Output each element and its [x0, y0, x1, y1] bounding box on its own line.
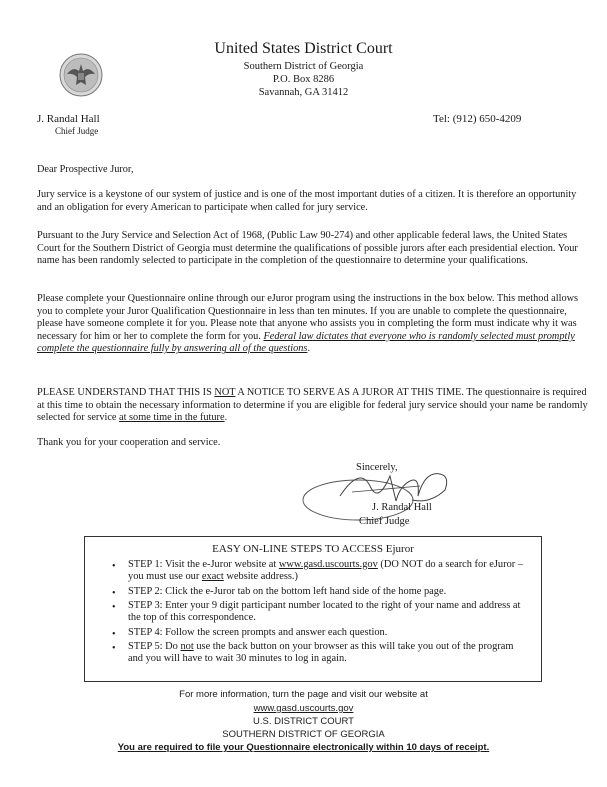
bullet-icon: •	[112, 643, 116, 654]
footer-more-info: For more information, turn the page and visit our website at	[179, 689, 428, 700]
step-4: STEP 4: Follow the screen prompts and answer each question.	[128, 627, 388, 638]
federal-law-emphasis: Federal law dictates that everyone who is randomly selected must promptly complete the questionnaire fully by answering all of the questions	[37, 330, 575, 355]
bullet-icon: •	[112, 602, 116, 613]
step-1-text-b: (DO NOT do a search for eJuror – you must use our	[128, 559, 524, 583]
bullet-icon: •	[112, 561, 116, 572]
step-1	[128, 559, 530, 584]
paragraph-4: PLEASE UNDERSTAND THAT THIS IS NOT A NOTICE TO SERVE AS A JUROR AT THIS TIME. The questionnaire is required at this time to obtain the necessary information to determine if you are eligible for federal jury service should your name be randomly selected for service at some time in the future.	[37, 387, 588, 424]
telephone: Tel: (912) 650-4209	[433, 113, 522, 125]
exact-emphasis: exact	[201, 571, 224, 583]
step-2: STEP 2: Click the e-Juror tab on the bottom left hand side of the home page.	[128, 586, 447, 597]
ejuror-website-link[interactable]: www.gasd.uscourts.gov	[278, 559, 378, 570]
judge-name: J. Randal Hall	[37, 113, 100, 125]
not-notice-text-b: A NOTICE TO SERVE AS A JUROR AT THIS TIME. The questionnaire is required at this time to obtain the necessary information to determine if you are eligible for federal jury service should your name be randomly selected for service	[37, 387, 588, 424]
salutation: Dear Prospective Juror,	[37, 164, 134, 175]
bullet-icon: •	[112, 588, 116, 599]
paragraph-2: Pursuant to the Jury Service and Selection Act of 1968, (Public Law 90-274) and other applicable federal laws, the United States Court for the Southern District of Georgia must determine the qualifications of possible jurors after each presidential election. Your name has been randomly selected to participate in the completion of the questionnaire to determine your qualifications.	[37, 230, 578, 267]
step-5-text-b: use the back button on your browser as this will take you out of the program and you will have to wait 30 minutes to log in again.	[128, 641, 514, 665]
steps-box-title: EASY ON-LINE STEPS TO ACCESS Ejuror	[212, 543, 414, 555]
filing-deadline-notice: You are required to file your Questionnaire electronically within 10 days of receipt.	[117, 742, 490, 753]
paragraph-1: Jury service is a keystone of our system of justice and is one of the most important duties of a citizen. It is therefore an opportunity and an obligation for every American to participate when called for jury service.	[37, 189, 577, 213]
step-1-text-c: website address.)	[223, 571, 298, 583]
paragraph-3-text: Please complete your Questionnaire online through our eJuror program using the instructions in the box below. This method allows you to complete your Juror Qualification Questionnaire in less than ten minutes. If you are unable to complete the questionnaire, please have someone complete it for you. Please note that anyone who assists you in completing the form must indicate why it was necessary for him or her to complete the form for you.	[37, 293, 579, 342]
footer-court: U.S. DISTRICT COURT	[253, 716, 354, 727]
step-5-text-a: STEP 5: Do	[128, 641, 181, 652]
paragraph-5: Thank you for your cooperation and service.	[37, 437, 221, 448]
footer-district: SOUTHERN DISTRICT OF GEORGIA	[222, 729, 385, 740]
footer-website-link[interactable]: www.gasd.uscourts.gov	[253, 703, 354, 714]
not-notice-text-a: PLEASE UNDERSTAND THAT THIS IS	[37, 387, 215, 398]
judge-title: Chief Judge	[55, 126, 99, 136]
court-po-box: P.O. Box 8286	[272, 74, 335, 85]
step-5	[128, 641, 530, 666]
future-emphasis: at some time in the future	[119, 412, 225, 424]
step-3: STEP 3: Enter your 9 digit participant number located to the right of your name and address at the top of this correspondence.	[128, 600, 521, 624]
court-city: Savannah, GA 31412	[258, 87, 349, 98]
court-title: United States District Court	[214, 40, 393, 57]
paragraph-3: Please complete your Questionnaire online through our eJuror program using the instructions in the box below. This method allows you to complete your Juror Qualification Questionnaire in less than ten minutes. If you are unable to complete the questionnaire, please have someone complete it for you. Please note that anyone who assists you in completing the form must indicate why it was necessary for him or her to complete the form for you. Federal law dictates that everyone who is randomly selected must promptly complete the questionnaire fully by answering all of the questions.	[37, 293, 579, 355]
not-emphasis: NOT	[214, 387, 236, 398]
closing-name: J. Randal Hall	[372, 502, 432, 513]
step-1-text-a: STEP 1: Visit the e-Juror website at	[128, 559, 279, 570]
court-district: Southern District of Georgia	[243, 61, 364, 72]
not-step-emphasis: not	[180, 641, 194, 652]
sincerely: Sincerely,	[356, 462, 398, 473]
bullet-icon: •	[112, 629, 116, 640]
closing-title: Chief Judge	[359, 516, 410, 527]
